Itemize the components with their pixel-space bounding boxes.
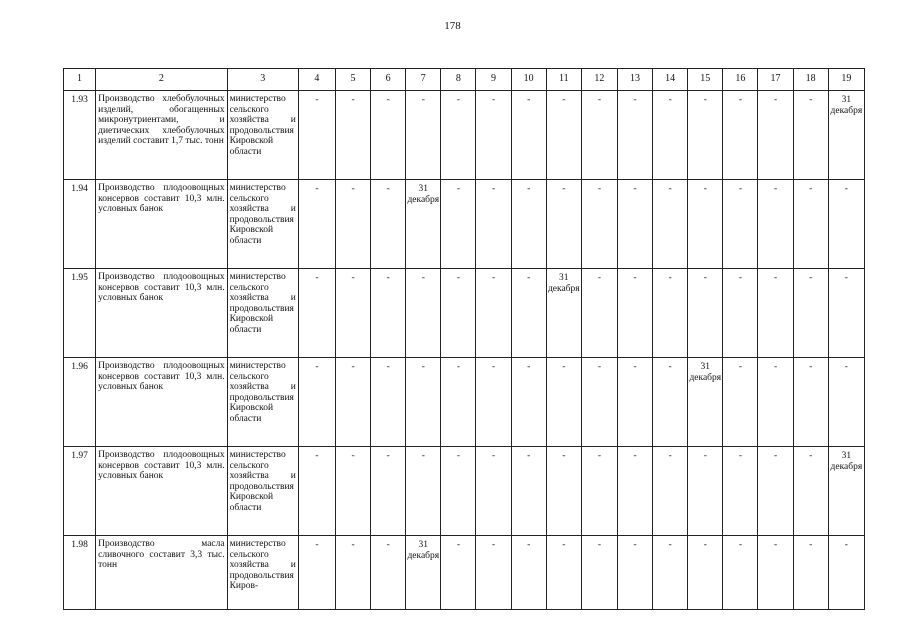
dash-mark: -: [351, 362, 355, 372]
schedule-cell: [688, 536, 723, 610]
row-responsible: министерство сельского хозяйства и продовольствия Кировской области: [227, 358, 298, 447]
table-row: [64, 536, 865, 610]
dash-mark: -: [738, 273, 742, 283]
schedule-cell: [653, 358, 688, 447]
schedule-cell: [793, 180, 828, 269]
dash-mark: -: [562, 95, 566, 105]
schedule-cell: [546, 358, 581, 447]
schedule-cell: [723, 536, 758, 610]
dash-mark: -: [562, 540, 566, 550]
schedule-cell: [546, 269, 581, 358]
schedule-cell: [828, 447, 864, 536]
schedule-cell: [406, 91, 441, 180]
dash-mark: -: [386, 451, 390, 461]
schedule-cell: [828, 91, 864, 180]
dash-mark: -: [456, 95, 460, 105]
schedule-cell: [335, 269, 370, 358]
schedule-cell: [298, 447, 335, 536]
schedule-cell: [298, 180, 335, 269]
deadline-mark: 31 декабря: [689, 362, 722, 383]
column-header: 11: [546, 69, 581, 91]
schedule-cell: [371, 91, 406, 180]
schedule-cell: [653, 180, 688, 269]
dash-mark: -: [421, 273, 425, 283]
dash-mark: -: [351, 95, 355, 105]
row-responsible: министерство сельского хозяйства и продовольствия Кировской области: [227, 269, 298, 358]
schedule-cell: [476, 358, 511, 447]
schedule-cell: [758, 91, 793, 180]
schedule-cell: [335, 358, 370, 447]
dash-mark: -: [527, 451, 531, 461]
dash-mark: -: [703, 184, 707, 194]
column-header: 6: [371, 69, 406, 91]
schedule-cell: [723, 91, 758, 180]
dash-mark: -: [491, 451, 496, 461]
schedule-cell: [476, 269, 511, 358]
dash-mark: -: [738, 362, 742, 372]
dash-mark: -: [315, 95, 319, 105]
table-row: [64, 447, 865, 536]
row-responsible: министерство сельского хозяйства и продовольствия Кировской области: [227, 447, 298, 536]
schedule-cell: [546, 91, 581, 180]
schedule-cell: [406, 358, 441, 447]
dash-mark: -: [703, 540, 707, 550]
schedule-cell: [546, 447, 581, 536]
column-header: 2: [96, 69, 227, 91]
schedule-cell: [688, 447, 723, 536]
dash-mark: -: [668, 362, 672, 372]
column-header: 16: [723, 69, 758, 91]
schedule-cell: [371, 447, 406, 536]
schedule-cell: [758, 269, 793, 358]
column-header: 17: [758, 69, 793, 91]
dash-mark: -: [491, 184, 496, 194]
schedule-cell: [653, 536, 688, 610]
dash-mark: -: [738, 540, 742, 550]
dash-mark: -: [703, 95, 707, 105]
schedule-cell: [688, 269, 723, 358]
row-number: 1.96: [64, 358, 96, 447]
dash-mark: -: [456, 540, 460, 550]
row-description: Производство масла сливочного составит 3,3 тыс. тонн: [96, 536, 227, 610]
dash-mark: -: [527, 362, 531, 372]
schedule-cell: [406, 180, 441, 269]
schedule-cell: [617, 180, 652, 269]
row-description: Производство плодоовощных консервов составит 10,3 млн. условных банок: [96, 447, 227, 536]
schedule-cell: [406, 447, 441, 536]
schedule-cell: [511, 269, 546, 358]
schedule-table: [63, 68, 865, 610]
schedule-cell: [617, 536, 652, 610]
schedule-cell: [688, 91, 723, 180]
column-header: 14: [653, 69, 688, 91]
schedule-cell: [581, 180, 617, 269]
column-header: 1: [64, 69, 96, 91]
dash-mark: -: [668, 540, 672, 550]
schedule-cell: [441, 180, 476, 269]
schedule-cell: [476, 536, 511, 610]
schedule-cell: [581, 536, 617, 610]
schedule-cell: [546, 180, 581, 269]
row-description: Производство плодоовощных консервов составит 10,3 млн. условных банок: [96, 269, 227, 358]
schedule-cell: [828, 358, 864, 447]
deadline-mark: 31 декабря: [830, 95, 863, 116]
schedule-cell: [511, 358, 546, 447]
schedule-cell: [581, 91, 617, 180]
column-header: 10: [511, 69, 546, 91]
deadline-mark: 31 декабря: [407, 540, 440, 561]
schedule-cell: [406, 536, 441, 610]
dash-mark: -: [315, 540, 319, 550]
dash-mark: -: [844, 184, 848, 194]
dash-mark: -: [809, 540, 813, 550]
schedule-cell: [653, 447, 688, 536]
schedule-cell: [581, 358, 617, 447]
dash-mark: -: [351, 451, 355, 461]
schedule-cell: [371, 180, 406, 269]
schedule-cell: [546, 536, 581, 610]
dash-mark: -: [773, 184, 778, 194]
schedule-cell: [335, 447, 370, 536]
dash-mark: -: [527, 540, 531, 550]
schedule-cell: [511, 91, 546, 180]
dash-mark: -: [562, 362, 566, 372]
dash-mark: -: [703, 273, 707, 283]
dash-mark: -: [844, 540, 848, 550]
dash-mark: -: [351, 540, 355, 550]
dash-mark: -: [491, 362, 496, 372]
schedule-cell: [828, 536, 864, 610]
column-header: 15: [688, 69, 723, 91]
column-header: 9: [476, 69, 511, 91]
schedule-cell: [335, 180, 370, 269]
schedule-cell: [723, 269, 758, 358]
dash-mark: -: [456, 362, 460, 372]
schedule-cell: [441, 447, 476, 536]
dash-mark: -: [773, 273, 778, 283]
dash-mark: -: [456, 184, 460, 194]
schedule-cell: [406, 269, 441, 358]
schedule-cell: [688, 180, 723, 269]
schedule-cell: [723, 358, 758, 447]
schedule-cell: [441, 269, 476, 358]
dash-mark: -: [809, 184, 813, 194]
deadline-mark: 31 декабря: [547, 273, 580, 294]
column-header: 13: [617, 69, 652, 91]
dash-mark: -: [527, 273, 531, 283]
dash-mark: -: [597, 362, 601, 372]
dash-mark: -: [491, 540, 496, 550]
dash-mark: -: [703, 451, 707, 461]
row-number: 1.95: [64, 269, 96, 358]
row-number: 1.98: [64, 536, 96, 610]
schedule-cell: [793, 358, 828, 447]
schedule-cell: [441, 358, 476, 447]
row-number: 1.94: [64, 180, 96, 269]
dash-mark: -: [386, 95, 390, 105]
schedule-cell: [688, 358, 723, 447]
schedule-cell: [793, 269, 828, 358]
deadline-mark: 31 декабря: [407, 184, 440, 205]
dash-mark: -: [809, 362, 813, 372]
table-row: [64, 269, 865, 358]
dash-mark: -: [421, 95, 425, 105]
row-description: Производство плодоовощных консервов составит 10,3 млн. условных банок: [96, 358, 227, 447]
column-header: 18: [793, 69, 828, 91]
schedule-cell: [758, 447, 793, 536]
dash-mark: -: [386, 184, 390, 194]
dash-mark: -: [668, 95, 672, 105]
dash-mark: -: [421, 451, 425, 461]
dash-mark: -: [668, 273, 672, 283]
schedule-cell: [828, 180, 864, 269]
dash-mark: -: [773, 362, 778, 372]
schedule-cell: [653, 269, 688, 358]
dash-mark: -: [491, 95, 496, 105]
schedule-cell: [723, 447, 758, 536]
schedule-cell: [581, 447, 617, 536]
schedule-cell: [653, 91, 688, 180]
dash-mark: -: [421, 362, 425, 372]
dash-mark: -: [844, 273, 848, 283]
page-number: 178: [444, 20, 461, 32]
column-header: 19: [828, 69, 864, 91]
schedule-cell: [371, 269, 406, 358]
row-description: Производство хлебобулочных изделий, обогащенных микронутриентами, и диетических хлебобулочных изделий составит 1,7 тыс. тонн: [96, 91, 227, 180]
schedule-cell: [723, 180, 758, 269]
row-responsible: министерство сельского хозяйства и продовольствия Кировской области: [227, 91, 298, 180]
header-row: [64, 69, 865, 91]
schedule-cell: [758, 358, 793, 447]
dash-mark: -: [738, 95, 742, 105]
dash-mark: -: [386, 362, 390, 372]
schedule-cell: [617, 358, 652, 447]
column-header: 5: [335, 69, 370, 91]
dash-mark: -: [597, 95, 601, 105]
row-number: 1.97: [64, 447, 96, 536]
column-header: 8: [441, 69, 476, 91]
row-description: Производство плодоовощных консервов составит 10,3 млн. условных банок: [96, 180, 227, 269]
schedule-cell: [441, 536, 476, 610]
schedule-cell: [335, 91, 370, 180]
schedule-cell: [298, 358, 335, 447]
schedule-cell: [758, 180, 793, 269]
dash-mark: -: [386, 273, 390, 283]
dash-mark: -: [773, 451, 778, 461]
dash-mark: -: [562, 451, 566, 461]
dash-mark: -: [633, 95, 637, 105]
dash-mark: -: [633, 362, 637, 372]
schedule-cell: [298, 536, 335, 610]
schedule-cell: [298, 269, 335, 358]
dash-mark: -: [456, 451, 460, 461]
table-row: [64, 91, 865, 180]
schedule-cell: [511, 180, 546, 269]
dash-mark: -: [738, 184, 742, 194]
table-row: [64, 358, 865, 447]
dash-mark: -: [809, 95, 813, 105]
dash-mark: -: [315, 451, 319, 461]
row-responsible: министерство сельского хозяйства и продовольствия Киров-: [227, 536, 298, 610]
dash-mark: -: [386, 540, 390, 550]
schedule-cell: [828, 269, 864, 358]
schedule-cell: [371, 536, 406, 610]
schedule-cell: [476, 447, 511, 536]
dash-mark: -: [315, 273, 319, 283]
dash-mark: -: [633, 273, 637, 283]
row-responsible: министерство сельского хозяйства и продовольствия Кировской области: [227, 180, 298, 269]
schedule-cell: [793, 447, 828, 536]
dash-mark: -: [773, 95, 778, 105]
dash-mark: -: [527, 184, 531, 194]
dash-mark: -: [773, 540, 778, 550]
schedule-cell: [617, 447, 652, 536]
schedule-cell: [793, 91, 828, 180]
schedule-cell: [476, 180, 511, 269]
deadline-mark: 31 декабря: [830, 451, 863, 472]
dash-mark: -: [668, 451, 672, 461]
dash-mark: -: [315, 362, 319, 372]
dash-mark: -: [597, 184, 601, 194]
dash-mark: -: [738, 451, 742, 461]
schedule-cell: [581, 269, 617, 358]
dash-mark: -: [315, 184, 319, 194]
dash-mark: -: [527, 95, 531, 105]
schedule-cell: [298, 91, 335, 180]
dash-mark: -: [597, 540, 601, 550]
schedule-cell: [617, 91, 652, 180]
dash-mark: -: [633, 184, 637, 194]
dash-mark: -: [597, 451, 601, 461]
dash-mark: -: [491, 273, 496, 283]
schedule-cell: [335, 536, 370, 610]
schedule-cell: [511, 536, 546, 610]
schedule-cell: [511, 447, 546, 536]
schedule-cell: [441, 91, 476, 180]
schedule-cell: [758, 536, 793, 610]
dash-mark: -: [351, 273, 355, 283]
dash-mark: -: [809, 273, 813, 283]
dash-mark: -: [456, 273, 460, 283]
dash-mark: -: [668, 184, 672, 194]
schedule-cell: [476, 91, 511, 180]
dash-mark: -: [633, 540, 637, 550]
dash-mark: -: [351, 184, 355, 194]
schedule-cell: [371, 358, 406, 447]
table-row: [64, 180, 865, 269]
schedule-cell: [617, 269, 652, 358]
schedule-cell: [793, 536, 828, 610]
dash-mark: -: [562, 184, 566, 194]
column-header: 12: [581, 69, 617, 91]
column-header: 4: [298, 69, 335, 91]
column-header: 3: [227, 69, 298, 91]
dash-mark: -: [809, 451, 813, 461]
dash-mark: -: [844, 362, 848, 372]
dash-mark: -: [597, 273, 601, 283]
dash-mark: -: [633, 451, 637, 461]
row-number: 1.93: [64, 91, 96, 180]
column-header: 7: [406, 69, 441, 91]
